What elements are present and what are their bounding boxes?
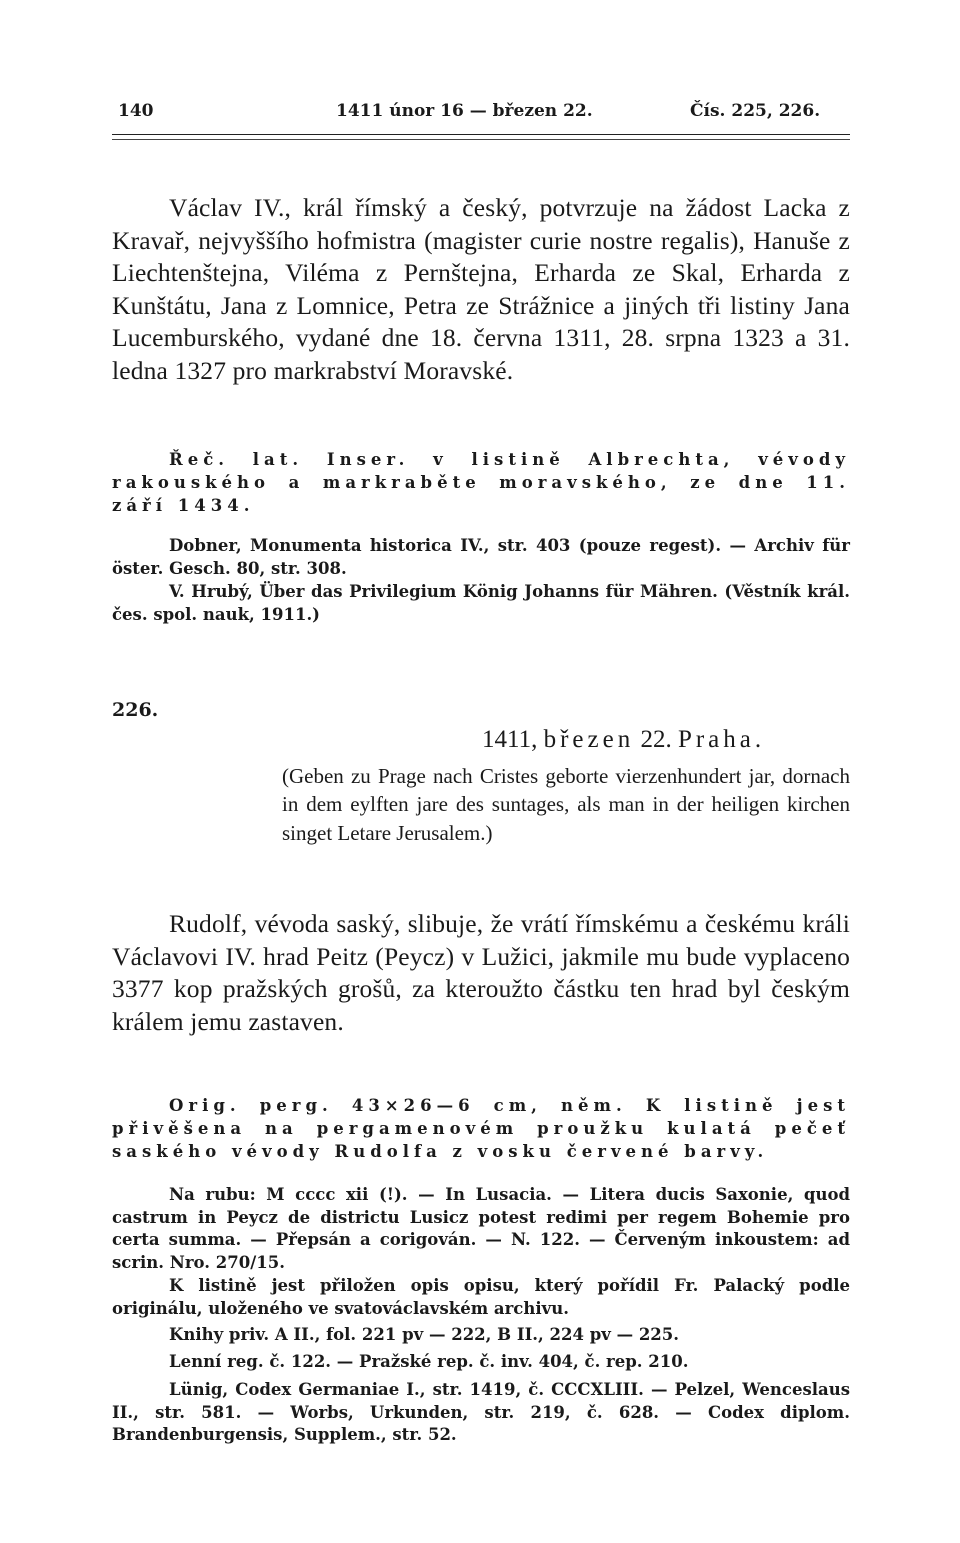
header-rule-bottom bbox=[112, 139, 850, 140]
doc226-literature-2: Lenní reg. č. 122. — Pražské rep. č. inv. 404, č. rep. 210. bbox=[169, 1352, 689, 1371]
doc226-dorsal-note: Na rubu: M cccc xii (!). — In Lusacia. — Litera ducis Saxonie, quod castrum in Peycz de districtu Lusicz potest redimi per regem Bohemie pro certa summa. — Přepsán a corigován. — N. 122. — Červeným inkoustem: ad scrin. Nro. 270/15. bbox=[112, 1185, 850, 1272]
doc226-year: 1411, bbox=[482, 726, 544, 753]
doc226-regest: Rudolf, vévoda saský, slibuje, že vrátí římskému a českému králi Václavovi IV. hrad Peitz (Peycz) v Lužici, jakmile mu bude vyplaceno 3377 kop pražských grošů, za kteroužto částku ten hrad byl českým králem jemu zastaven. bbox=[112, 909, 850, 1036]
page-number: 140 bbox=[118, 101, 154, 121]
doc225-literature-2: V. Hrubý, Über das Privilegium König Johanns für Mähren. (Věstník král. čes. spol. nauk, 1911.) bbox=[112, 582, 850, 624]
doc226-month: březen bbox=[543, 726, 635, 753]
doc225-tradition: Řeč. lat. Inser. v listině Albrechta, vévody rakouského a markraběte moravského, ze dne 11. září 1434. bbox=[112, 450, 850, 515]
running-header bbox=[112, 101, 850, 127]
doc226-literature-3: Lünig, Codex Germaniae I., str. 1419, č. CCCXLIII. — Pelzel, Wenceslaus II., str. 581. — Worbs, Urkunden, str. 219, č. 628. — Codex diplom. Brandenburgensis, Supplem., str. 52. bbox=[112, 1380, 850, 1445]
doc226-date-heading bbox=[482, 726, 765, 754]
book-page bbox=[112, 0, 850, 1543]
doc226-german-date: (Geben zu Prage nach Cristes geborte vierzenhundert jar, dornach in dem eylften jare des suntages, als man in der heiligen kirchen singet Letare Jerusalem.) bbox=[282, 764, 850, 845]
header-doc-numbers: Čís. 225, 226. bbox=[690, 101, 821, 121]
doc226-day: 22. bbox=[634, 726, 678, 753]
doc225-regest: Václav IV., král římský a český, potvrzuje na žádost Lacka z Kravař, nejvyššího hofmistra (magister curie nostre regalis), Hanuše z Liechtenštejna, Viléma z Pernštejna, Erharda ze Skal, Erharda z Kunštátu, Jana z Lomnice, Petra ze Strážnice a jiných tři listiny Jana Lucemburského, vydané dne 18. června 1311, 28. srpna 1323 a 31. ledna 1327 pro markrabství Moravské. bbox=[112, 193, 850, 385]
doc226-number: 226. bbox=[112, 699, 159, 721]
header-date-range: 1411 únor 16 — březen 22. bbox=[336, 101, 593, 121]
doc225-literature-1: Dobner, Monumenta historica IV., str. 403 (pouze regest). — Archiv für öster. Gesch. 80, str. 308. bbox=[112, 536, 850, 578]
doc226-literature-1: Knihy priv. A II., fol. 221 pv — 222, B II., 224 pv — 225. bbox=[169, 1325, 680, 1344]
doc226-tradition: Orig. perg. 43×26—6 cm, něm. K listině jest přivěšena na pergamenovém proužku kulatá pečeť saského vévody Rudolfa z vosku červené barvy. bbox=[112, 1096, 850, 1161]
header-rule-top bbox=[112, 134, 850, 135]
doc226-copy-note: K listině jest přiložen opis opisu, který pořídil Fr. Palacký podle originálu, uloženého ve svatováclavském archivu. bbox=[112, 1276, 850, 1318]
doc226-place: Praha. bbox=[677, 726, 766, 753]
